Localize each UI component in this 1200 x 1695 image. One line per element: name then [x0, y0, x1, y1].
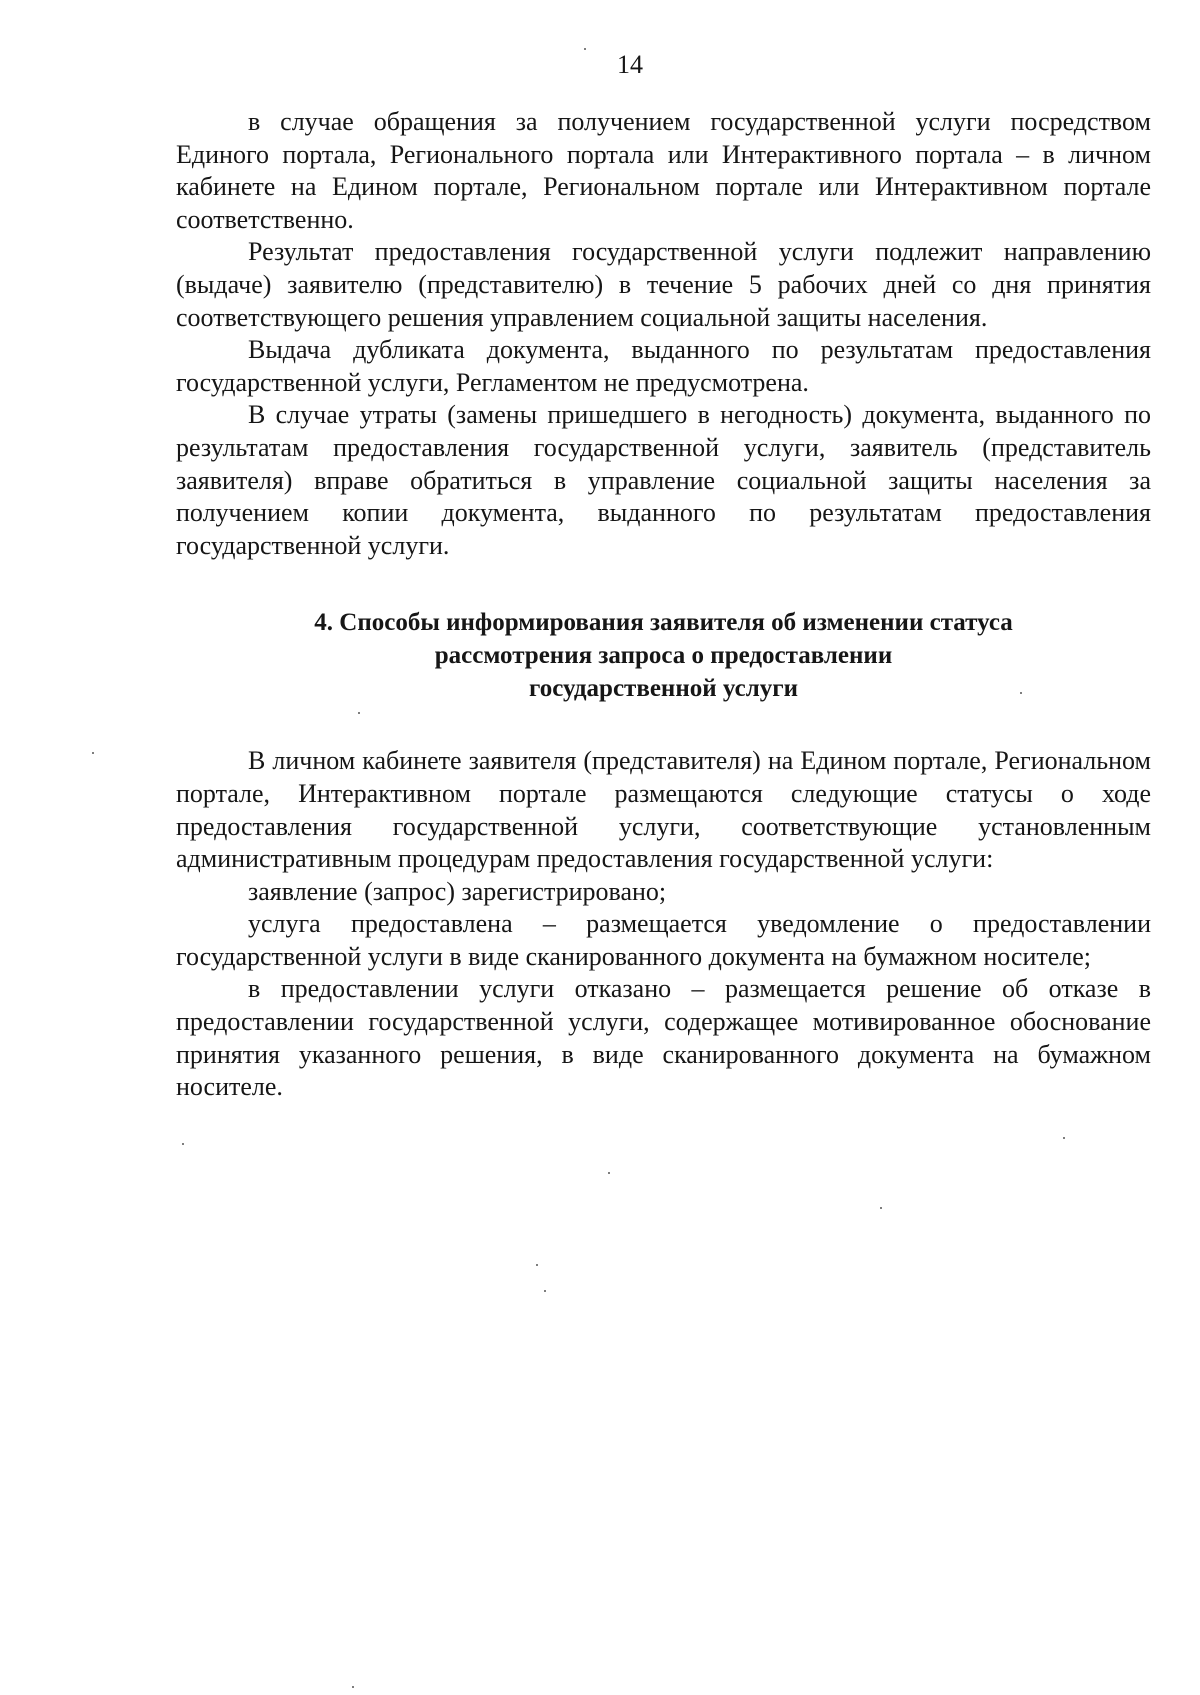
scan-speck	[182, 1143, 184, 1145]
scan-speck	[352, 1686, 354, 1688]
scan-speck	[1063, 1137, 1065, 1139]
page-number: 14	[617, 50, 643, 79]
paragraph-statuses-intro: В личном кабинете заявителя (представителя) на Едином портале, Региональном портале, Интерактивном портале размещаются следующие статусы о ходе предоставления государственной услуги, соответствующие установленным административным процедурам предоставления государственной услуги:	[176, 746, 1151, 874]
scan-speck	[536, 1264, 538, 1266]
paragraph-duplicate: Выдача дубликата документа, выданного по результатам предоставления государственной услуги, Регламентом не предусмотрена.	[176, 335, 1151, 397]
scan-speck	[1020, 692, 1022, 694]
section-heading-line-3: государственной услуги	[528, 675, 799, 703]
scan-speck	[358, 712, 360, 714]
paragraph-result-delivery: Результат предоставления государственной услуги подлежит направлению (выдаче) заявителю (представителю) в течение 5 рабочих дней со дня принятия соответствующего решения управлением социальной защиты населения.	[176, 237, 1151, 332]
paragraph-portal-cabinet: в случае обращения за получением государственной услуги посредством Единого портала, Регионального портала или Интерактивного портала – в личном кабинете на Едином портале, Региональном портале или Интерактивном портале соответственно.	[176, 107, 1151, 234]
paragraph-status-registered: заявление (запрос) зарегистрировано;	[248, 876, 667, 906]
section-heading	[176, 606, 1151, 705]
scan-speck	[608, 1172, 610, 1174]
scan-speck	[584, 48, 586, 50]
paragraph-status-refused: в предоставлении услуги отказано – размещается решение об отказе в предоставлении государственной услуги, содержащее мотивированное обоснование принятия указанного решения, в виде сканированного документа на бумажном носителе.	[176, 974, 1151, 1102]
paragraph-loss-copy: В случае утраты (замены пришедшего в негодность) документа, выданного по результатам предоставления государственной услуги, заявитель (представитель заявителя) вправе обратиться в управление социальной защиты населения за получением копии документа, выданного по результатам предоставления государственной услуги.	[176, 400, 1151, 560]
scan-speck	[92, 752, 94, 754]
section-heading-line-2: рассмотрения запроса о предоставлении	[434, 642, 893, 670]
scan-speck	[880, 1207, 882, 1209]
scan-speck	[544, 1290, 546, 1292]
section-heading-line-1: 4. Способы информирования заявителя об изменении статуса	[314, 609, 1013, 637]
paragraph-status-provided: услуга предоставлена – размещается уведомление о предоставлении государственной услуги в виде сканированного документа на бумажном носителе;	[176, 909, 1151, 971]
document-body	[176, 106, 1151, 1104]
